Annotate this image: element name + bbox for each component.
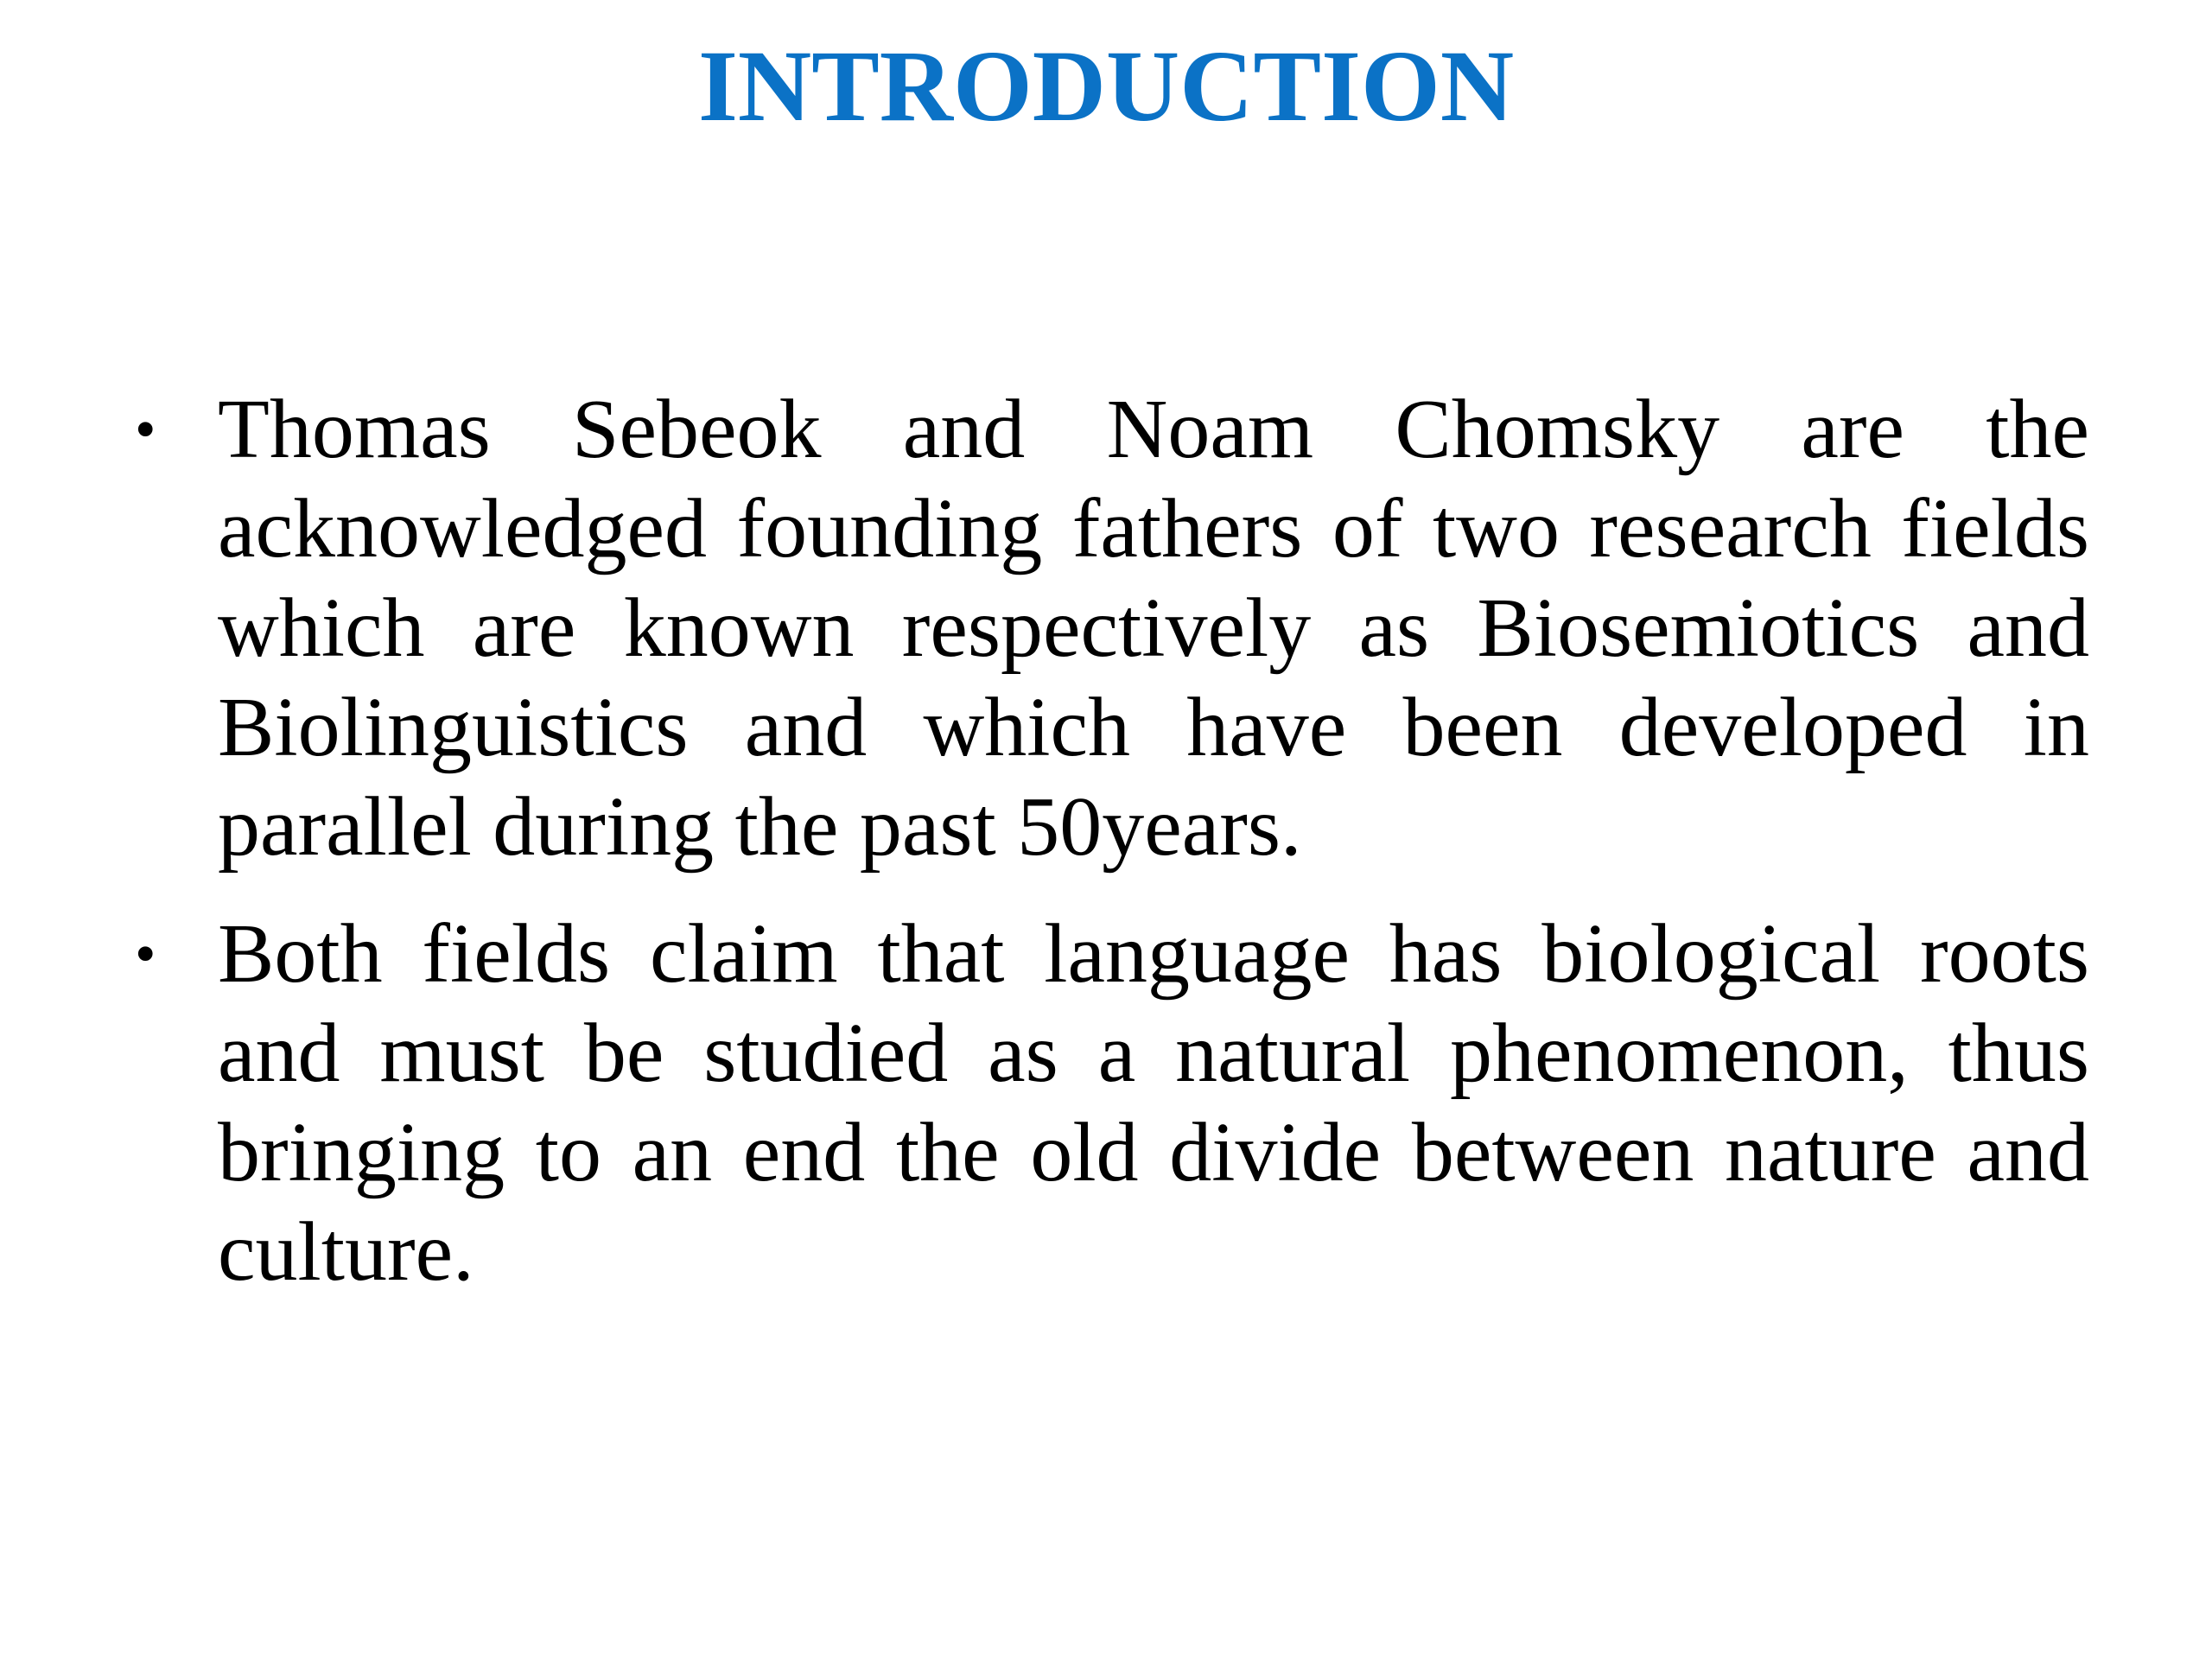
- bullet-icon: •: [135, 921, 156, 988]
- bullet-text: Both fields claim that language has biological roots and must be studied as a natural phenomenon, thus bringing to an end the old divide between nature and culture.: [218, 907, 2089, 1299]
- bullet-item: [128, 905, 2089, 1302]
- bullet-list: [128, 380, 2089, 1330]
- bullet-item: [128, 380, 2089, 877]
- slide-title: INTRODUCTION: [697, 29, 1515, 143]
- bullet-icon: •: [135, 397, 156, 463]
- bullet-text: Thomas Sebeok and Noam Chomsky are the acknowledged founding fathers of two research fields which are known respectively as Biosemiotics and Biolinguistics and which have been developed in parallel during the past 50years.: [218, 383, 2089, 874]
